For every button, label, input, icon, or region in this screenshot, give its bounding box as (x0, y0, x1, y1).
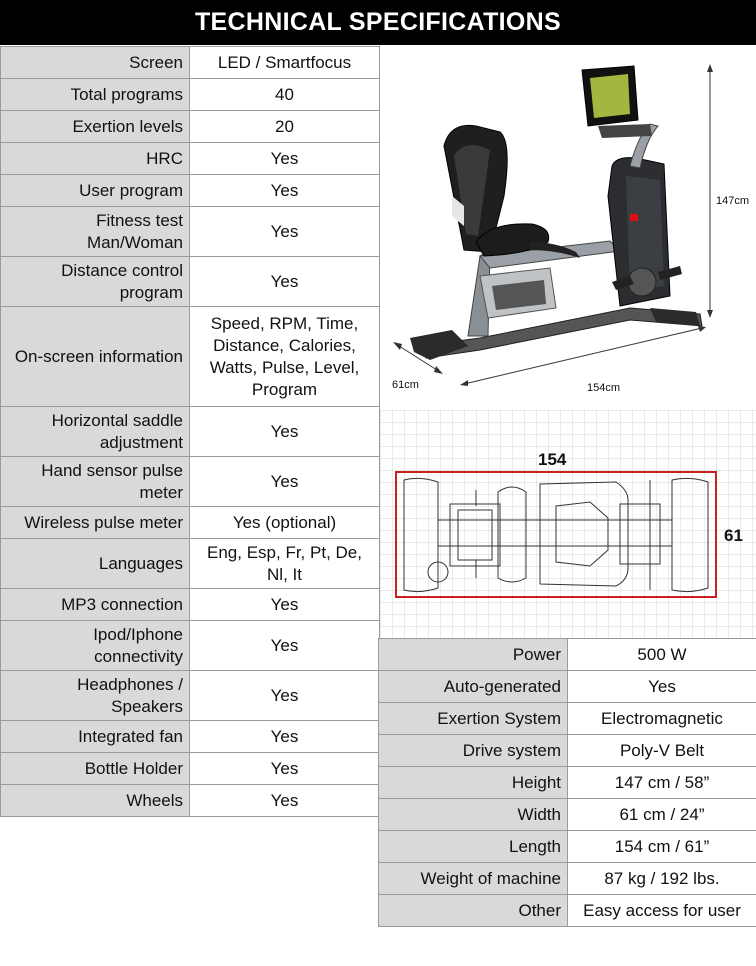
spec-value: Poly-V Belt (568, 735, 756, 767)
right-spec-table (378, 638, 756, 927)
spec-label: User program (1, 175, 190, 207)
spec-label: Weight of machine (379, 863, 568, 895)
spec-row (1, 621, 380, 671)
spec-value: 87 kg / 192 lbs. (568, 863, 756, 895)
spec-row (1, 671, 380, 721)
spec-row (1, 785, 380, 817)
spec-value: Yes (568, 671, 756, 703)
spec-row (379, 703, 756, 735)
spec-value: Electromagnetic (568, 703, 756, 735)
spec-row (1, 589, 380, 621)
spec-value: 147 cm / 58” (568, 767, 756, 799)
spec-label: Auto-generated (379, 671, 568, 703)
height-dimension-label: 147cm (716, 195, 750, 207)
spec-row (1, 257, 380, 307)
spec-label: Exertion levels (1, 111, 190, 143)
spec-value: Easy access for user (568, 895, 756, 927)
spec-row (379, 799, 756, 831)
spec-value: LED / Smartfocus (190, 47, 380, 79)
spec-label: Ipod/Iphone connectivity (1, 621, 190, 671)
spec-label: Headphones / Speakers (1, 671, 190, 721)
spec-row (1, 721, 380, 753)
spec-row (379, 671, 756, 703)
spec-value: Yes (190, 721, 380, 753)
spec-value: 154 cm / 61” (568, 831, 756, 863)
spec-row (1, 507, 380, 539)
spec-value: 40 (190, 79, 380, 111)
spec-label: Distance control program (1, 257, 190, 307)
spec-label: Power (379, 639, 568, 671)
spec-row (1, 143, 380, 175)
spec-label: Wheels (1, 785, 190, 817)
spec-label: MP3 connection (1, 589, 190, 621)
spec-label: Height (379, 767, 568, 799)
spec-value: Yes (190, 589, 380, 621)
spec-value: Yes (190, 671, 380, 721)
spec-label: Integrated fan (1, 721, 190, 753)
spec-value: Yes (optional) (190, 507, 380, 539)
spec-value: Yes (190, 621, 380, 671)
spec-row (1, 307, 380, 407)
spec-row (1, 457, 380, 507)
recumbent-bike-illustration (380, 46, 756, 406)
spec-label: Horizontal saddle adjustment (1, 407, 190, 457)
left-spec-table (0, 46, 380, 817)
spec-value: Yes (190, 257, 380, 307)
spec-row (1, 753, 380, 785)
top-view-diagram (380, 410, 756, 638)
spec-label: Languages (1, 539, 190, 589)
length-dimension-label: 154cm (587, 382, 621, 394)
spec-row (379, 639, 756, 671)
spec-value: Yes (190, 785, 380, 817)
plan-width-label: 61 (724, 526, 743, 545)
spec-value: 61 cm / 24” (568, 799, 756, 831)
spec-row (1, 111, 380, 143)
spec-label: On-screen information (1, 307, 190, 407)
spec-row (379, 767, 756, 799)
spec-row (1, 47, 380, 79)
spec-value: 20 (190, 111, 380, 143)
spec-value: Yes (190, 407, 380, 457)
spec-value: Yes (190, 175, 380, 207)
page-title: TECHNICAL SPECIFICATIONS (0, 0, 756, 45)
spec-row (1, 539, 380, 589)
bike-photo (380, 46, 756, 406)
spec-label: Bottle Holder (1, 753, 190, 785)
plan-length-label: 154 (538, 450, 567, 469)
spec-label: Total programs (1, 79, 190, 111)
spec-label: Exertion System (379, 703, 568, 735)
spec-value: Yes (190, 457, 380, 507)
width-dimension-label: 61cm (392, 379, 419, 391)
spec-value: Yes (190, 753, 380, 785)
spec-label: Width (379, 799, 568, 831)
spec-value: Speed, RPM, Time, Distance, Calories, Watts, Pulse, Level, Program (190, 307, 380, 407)
spec-label: Fitness test Man/Woman (1, 207, 190, 257)
spec-row (379, 735, 756, 767)
spec-row (1, 207, 380, 257)
spec-value: Yes (190, 207, 380, 257)
spec-value: 500 W (568, 639, 756, 671)
spec-row (1, 407, 380, 457)
spec-label: Hand sensor pulse meter (1, 457, 190, 507)
spec-row (379, 831, 756, 863)
spec-label: Length (379, 831, 568, 863)
spec-label: HRC (1, 143, 190, 175)
spec-row (1, 175, 380, 207)
spec-value: Yes (190, 143, 380, 175)
spec-label: Other (379, 895, 568, 927)
top-view-plan (380, 410, 756, 638)
spec-row (1, 79, 380, 111)
spec-value: Eng, Esp, Fr, Pt, De, Nl, It (190, 539, 380, 589)
spec-label: Screen (1, 47, 190, 79)
spec-row (379, 863, 756, 895)
spec-label: Drive system (379, 735, 568, 767)
spec-row (379, 895, 756, 927)
spec-label: Wireless pulse meter (1, 507, 190, 539)
